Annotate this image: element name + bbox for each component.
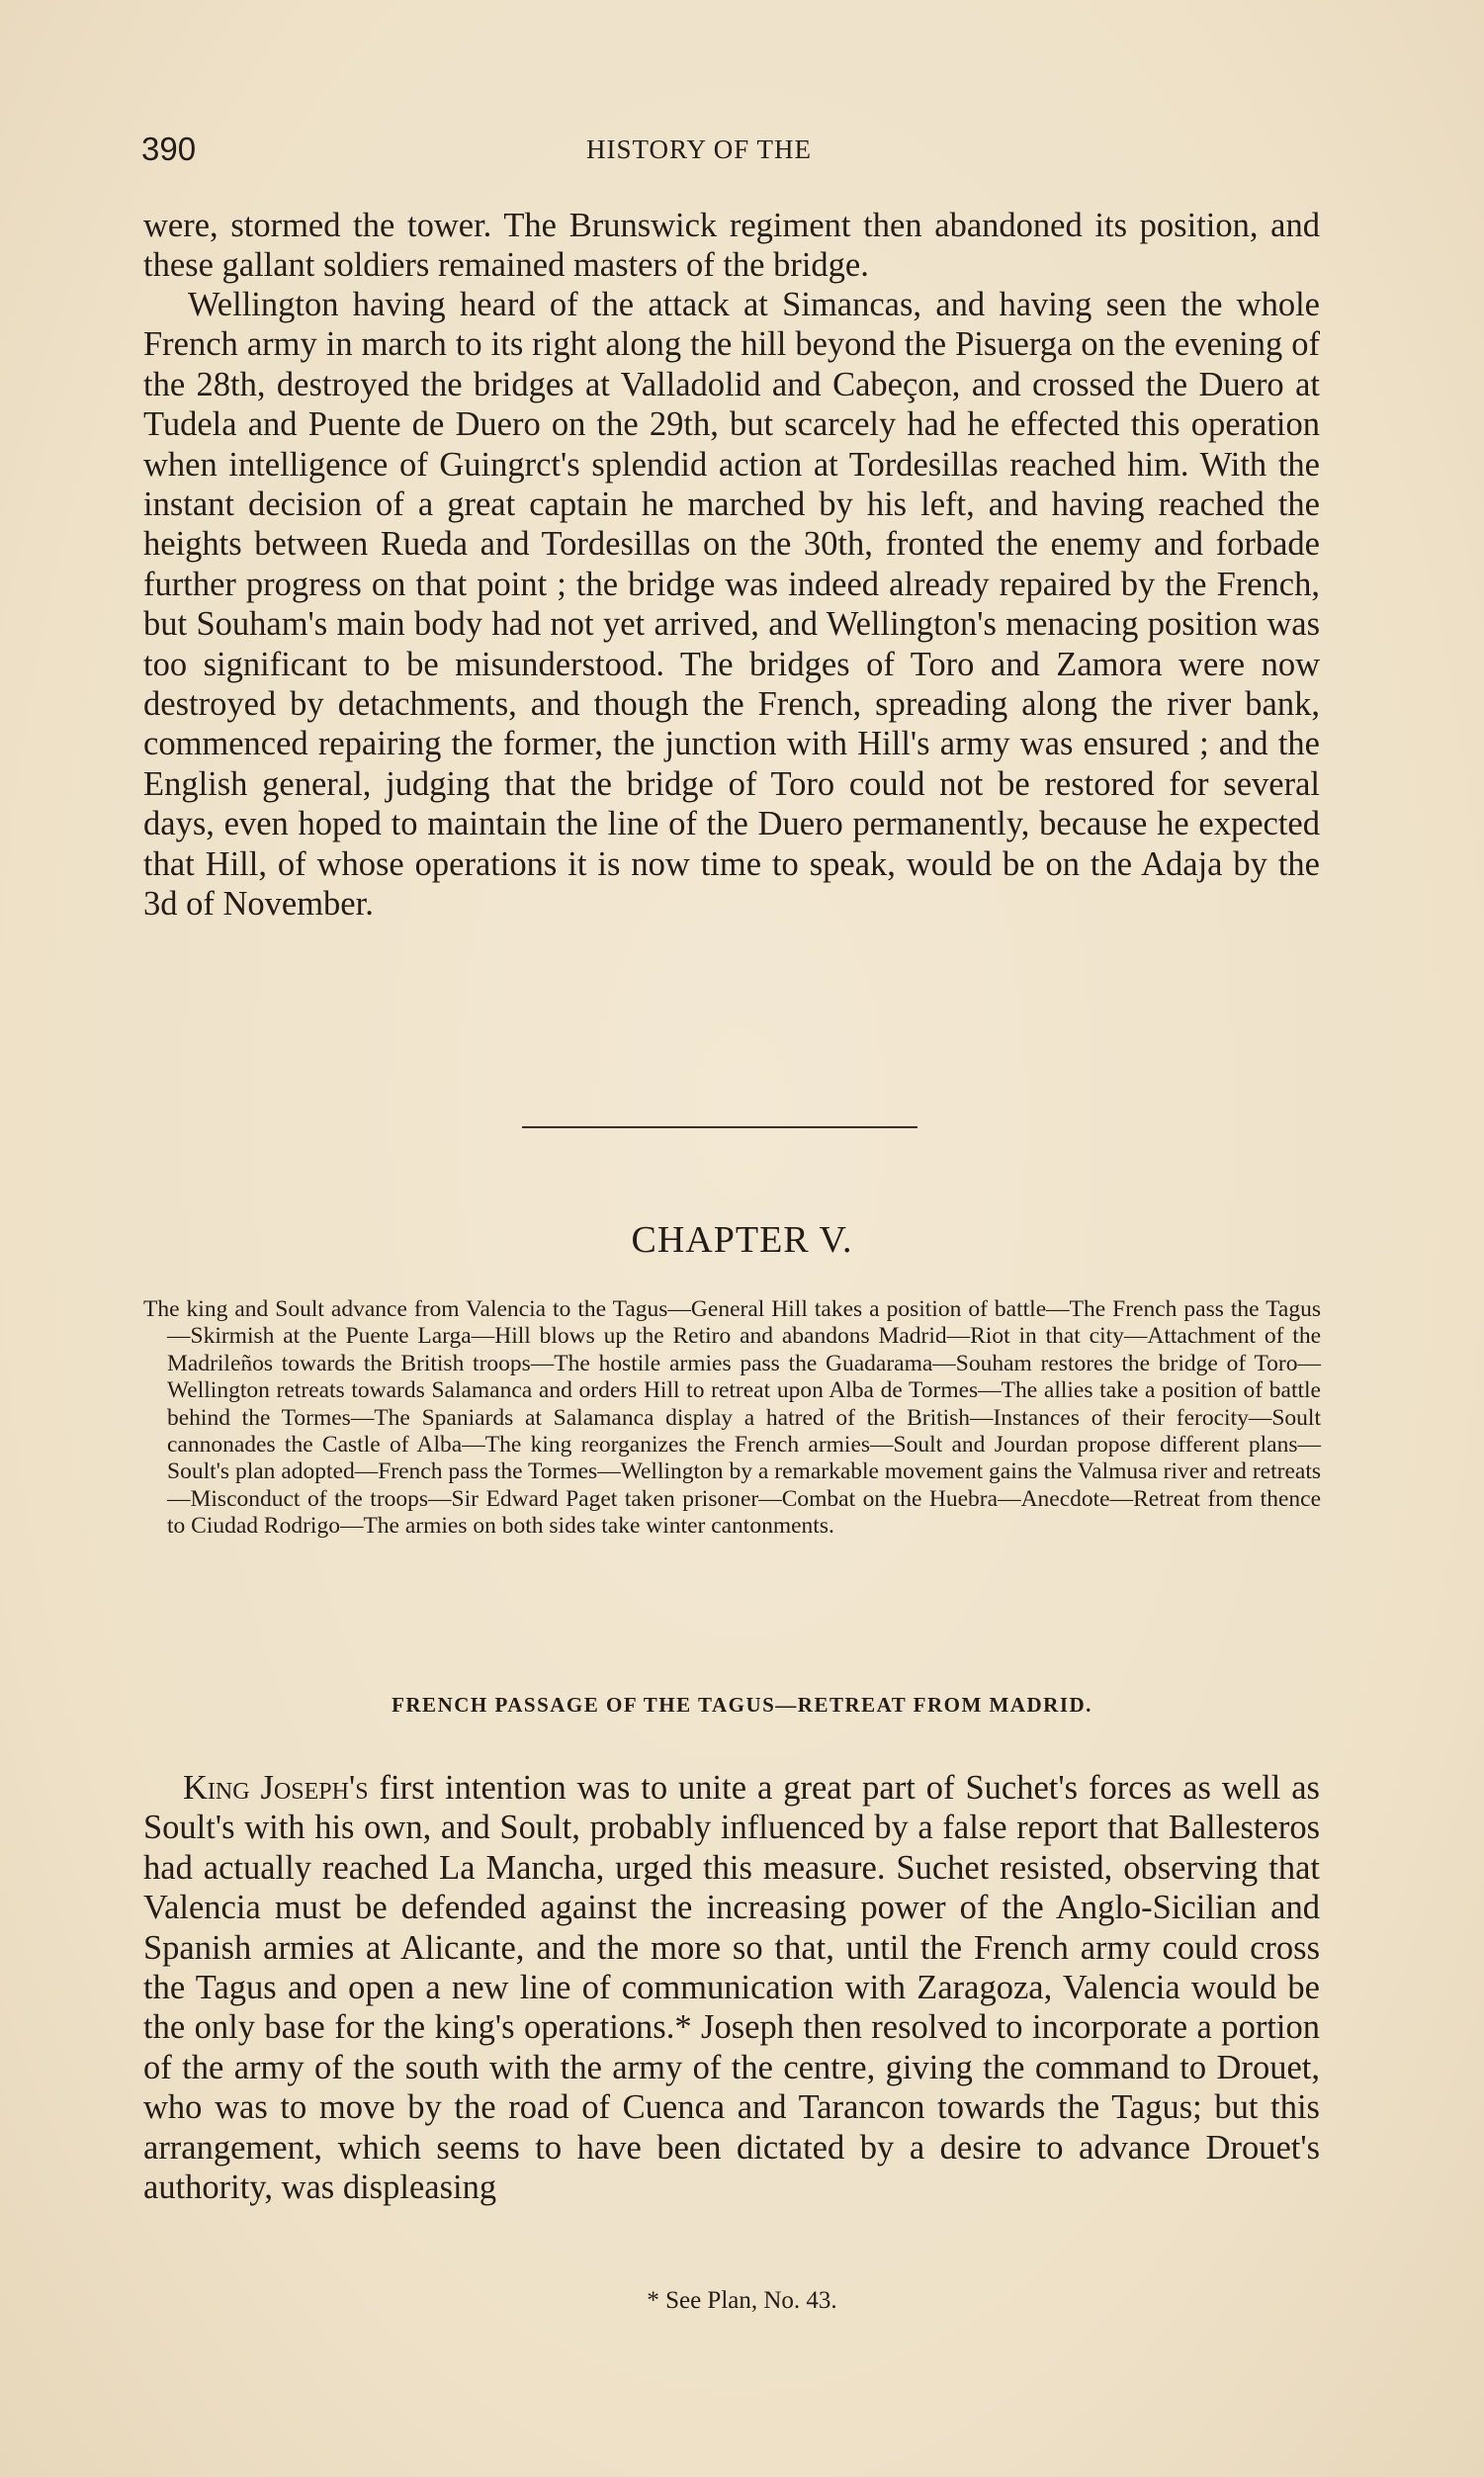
footnote: * See Plan, No. 43.: [647, 2287, 837, 2314]
chapter-title: CHAPTER V.: [631, 1219, 853, 1261]
chapter-synopsis: The king and Soult advance from Valencia to the Tagus—General Hill takes a position of battle—The French pass the Tagus—Skirmish at the Puente Larga—Hill blows up the Retiro and abandons Madrid—Riot in that city—Attachment of the Madrileños towards the British troops—The hostile armies pass the Guadarama—Souham restores the bridge of Toro—Wellington retreats towards Salamanca and orders Hill to retreat upon Alba de Tormes—The allies take a position of battle behind the Tormes—The Spaniards at Salamanca display a hatred of the British—Instances of their ferocity—Soult cannonades the Castle of Alba—The king reorganizes the French armies—Soult and Jourdan propose different plans—Soult's plan adopted—French pass the Tormes—Wellington by a remarkable movement gains the Valmusa river and retreats—Misconduct of the troops—Sir Edward Paget taken prisoner—Combat on the Huebra—Anecdote—Retreat from thence to Ciudad Rodrigo—The armies on both sides take winter cantonments.: [143, 1296, 1321, 1540]
opening-text: first intention was to unite a great part of Suchet's forces as well as Soult's with his own, and Soult, probably influenced by a false report that Ballesteros had actually reached La Mancha, urged this measure. Suchet resisted, observing that Valencia must be defended against the increasing power of the Anglo-Sicilian and Spanish armies at Alicante, and the more so that, until the French army could cross the Tagus and open a new line of communication with Zaragoza, Valencia would be the only base for the king's operations.* Joseph then resolved to incorporate a portion of the army of the south with the army of the centre, giving the command to Drouet, who was to move by the road of Cuenca and Tarancon towards the Tagus; but this arrangement, which seems to have been dictated by a desire to advance Drouet's authority, was displeasing: [143, 1769, 1320, 2207]
page-number: 390: [141, 131, 197, 167]
opening-smallcaps: King Joseph's: [183, 1769, 369, 1807]
paragraph-wellington: Wellington having heard of the attack at Simancas, and having seen the whole French army in march to its right along the hill beyond the Pisuerga on the evening of the 28th, destroyed the bridges at Valladolid and Cabeçon, and crossed the Duero at Tudela and Puente de Duero on the 29th, but scarcely had he effected this operation when intelligence of Guingrct's splendid action at Tordesillas reached him. With the instant decision of a great captain he marched by his left, and having reached the heights between Rueda and Tordesillas on the 30th, fronted the enemy and forbade further progress on that point ; the bridge was indeed already repaired by the French, but Souham's main body had not yet arrived, and Wellington's menacing position was too significant to be misunderstood. The bridges of Toro and Zamora were now destroyed by detachments, and though the French, spreading along the river bank, commenced repairing the former, the junction with Hill's army was ensured ; and the English general, judging that the bridge of Toro could not be restored for several days, even hoped to maintain the line of the Duero permanently, because he expected that Hill, of whose operations it is now time to speak, would be on the Adaja by the 3d of November.: [143, 286, 1320, 924]
page-header: [141, 131, 1357, 180]
chapter-opening-paragraph: [143, 1768, 1320, 2207]
running-head: HISTORY OF THE: [586, 134, 813, 164]
section-heading: FRENCH PASSAGE OF THE TAGUS—RETREAT FROM MADRID.: [392, 1693, 1092, 1717]
paragraph-continuation: were, stormed the tower. The Brunswick regiment then abandoned its position, and these gallant soldiers remained masters of the bridge.: [143, 207, 1320, 285]
section-divider-rule: [522, 1126, 917, 1128]
